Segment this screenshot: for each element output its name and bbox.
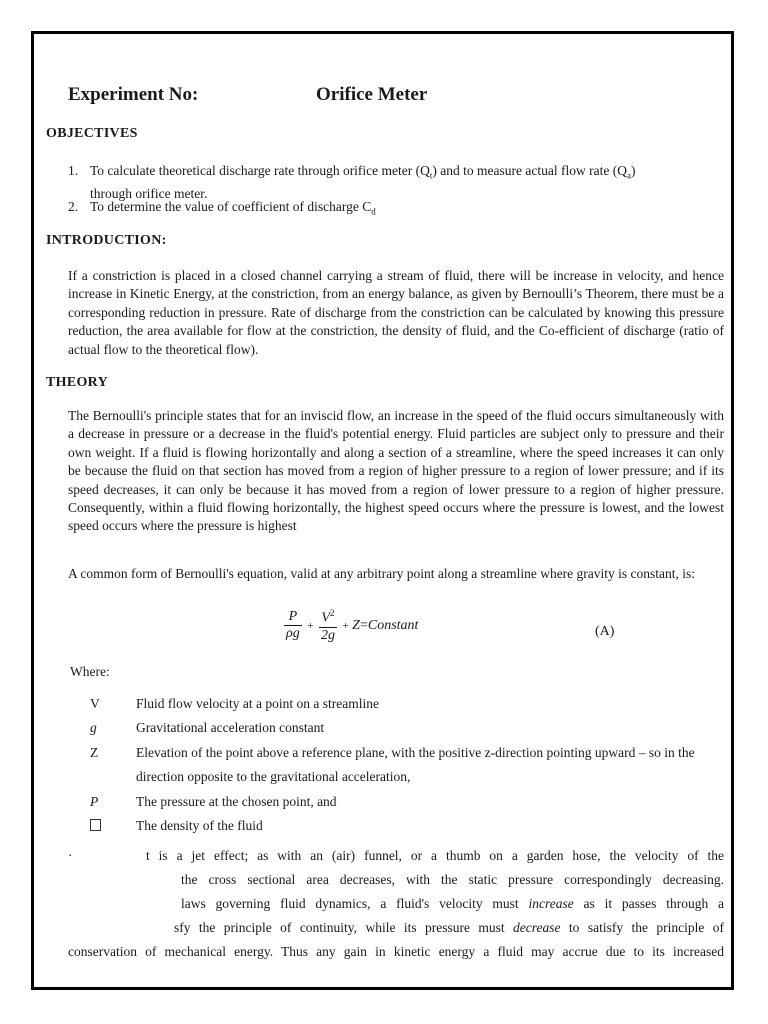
- definition-p: P The pressure at the chosen point, and: [90, 794, 337, 809]
- objective-text: To determine the value of coefficient of discharge C: [90, 199, 372, 214]
- objective-item-2: 2. To determine the value of coefficient of discharge $C_d$: [68, 199, 376, 217]
- theory-paragraph-1: The Bernoulli's principle states that for an inviscid flow, an increase in the speed of the fluid occurs simultaneously with a decrease in pressure or a decrease in the fluid's potential energy. Fluid particles are subject only to pressure and their own weight. If a fluid is flowing horizontally and along a section of a streamline, where the speed increases it can only be because the fluid on that section has moved from a region of higher pressure to a region of lower pressure; and if its speed decreases, it can only be because it has moved from a region of lower pressure to a region of higher pressure. Consequently, within a fluid flowing horizontally, the highest speed occurs where the pressure is lowest, and the lowest speed occurs where the pressure is highest: [68, 408, 724, 534]
- velocity-term: $\frac{V^2}{2g}$: [320, 608, 335, 643]
- definition-v: V Fluid flow velocity at a point on a streamline: [90, 696, 379, 711]
- introduction-paragraph: If a constriction is placed in a closed channel carrying a stream of fluid, there will be increase in velocity, and hence increase in Kinetic Energy, at the constriction, from an energy balance, as given by Bernoulli’s Theorem, there must be a corresponding reduction in pressure. Rate of discharge from the constriction can be calculated by knowing this pressure reduction, the area available for flow at the constriction, the density of fluid, and the Co-efficient of discharge (ratio of actual flow to the theoretical flow).: [68, 268, 724, 357]
- para3-line-4: sfy the principle of continuity, while its pressure must decrease to satisfy the principle of: [174, 920, 724, 935]
- where-label: Where:: [70, 664, 110, 679]
- objective-item-1: [68, 162, 635, 202]
- pressure-term: $\frac{P}{\rho g}$: [286, 609, 300, 642]
- definition-z-symbol: Z: [90, 745, 99, 760]
- para3-line-5: conservation of mechanical energy. Thus any gain in kinetic energy a fluid may accrue due to its increased: [68, 944, 724, 959]
- para3-line-1: t is a jet effect; as with an (air) funnel, or a thumb on a garden hose, the velocity of the: [146, 848, 724, 863]
- para3-line-3: laws governing fluid dynamics, a fluid's velocity must increase as it passes through a: [181, 896, 724, 911]
- theory-heading: THEORY: [46, 375, 108, 390]
- list-number: 1.: [68, 163, 79, 178]
- objective-text: To calculate theoretical discharge rate through orifice meter $(Q_t)$ and to measure actual flow rate $(Q_a)$: [90, 163, 636, 181]
- experiment-label: Experiment No:: [68, 84, 199, 105]
- objective-text-cont: through orifice meter.: [90, 185, 208, 201]
- experiment-title: Orifice Meter: [316, 84, 428, 105]
- definition-g: g Gravitational acceleration constant: [90, 720, 325, 735]
- equation-label: (A): [595, 624, 615, 639]
- introduction-heading: INTRODUCTION:: [46, 233, 167, 248]
- para3-line-2: the cross sectional area decreases, with the static pressure correspondingly decreasing.: [181, 872, 724, 887]
- para3-marker-1: ·: [68, 848, 73, 863]
- theory-paragraph-2: A common form of Bernoulli's equation, valid at any arbitrary point along a streamline where gravity is constant, is:: [68, 566, 696, 581]
- objectives-heading: OBJECTIVES: [46, 126, 138, 141]
- list-number: 2.: [68, 199, 79, 214]
- missing-glyph-icon: [90, 819, 101, 831]
- bernoulli-equation: $\frac{P}{\rho g}$ + $\frac{V^2}{2g}$ + Z=Constant: [286, 608, 419, 643]
- definition-z-desc: Elevation of the point above a reference plane, with the positive z-direction pointing upward – so in the direction opposite to the gravitational acceleration,: [136, 745, 695, 784]
- definition-rho: The density of the fluid: [90, 818, 263, 834]
